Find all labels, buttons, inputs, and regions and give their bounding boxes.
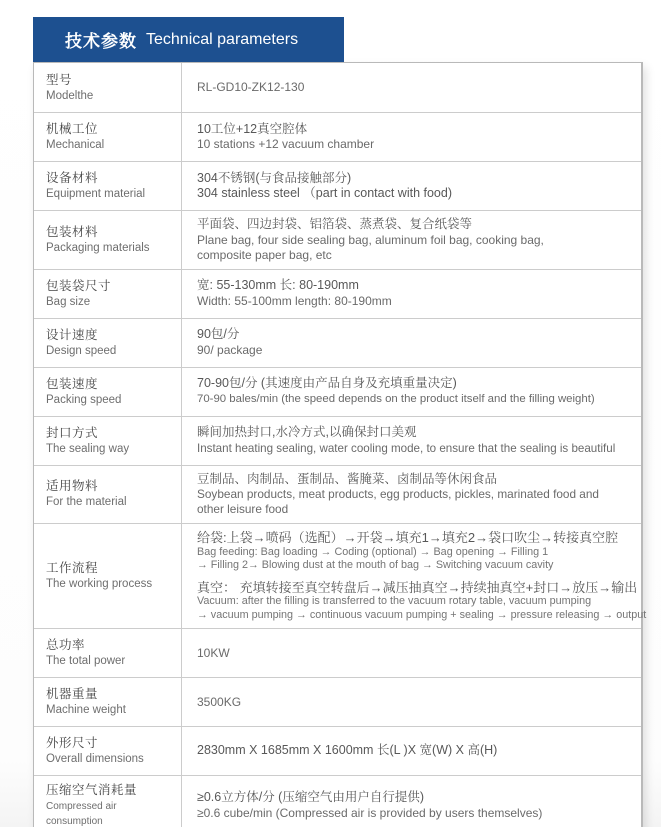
row-value [182, 629, 641, 677]
row-label-en: The sealing way [46, 442, 130, 455]
table-row [34, 416, 641, 465]
row-label [34, 524, 182, 628]
row-label-zh: 总功率 [46, 638, 86, 652]
value-line: 瞬间加热封口,水冷方式,以确保封口美观 [197, 425, 417, 440]
row-label [34, 162, 182, 210]
row-value [182, 113, 641, 161]
row-label-en: Machine weight [46, 704, 126, 716]
row-label [34, 466, 182, 524]
table-row [34, 112, 641, 161]
value-line: Width: 55-100mm length: 80-190mm [197, 293, 392, 308]
value-line: Soybean products, meat products, egg products, pickles, marinated food and [197, 487, 599, 501]
value-line: composite paper bag, etc [197, 247, 332, 262]
banner-title-en: Technical parameters [146, 30, 299, 48]
row-label-zh: 包装速度 [46, 376, 99, 391]
row-value [182, 162, 641, 210]
row-label-en: Design speed [46, 344, 117, 357]
row-label [34, 417, 182, 465]
table-row [34, 269, 641, 318]
row-label-en: The working process [46, 578, 153, 590]
row-label [34, 319, 182, 367]
row-label [34, 211, 182, 269]
value-line: → vacuum pumping → continuous vacuum pumping + sealing → pressure releasing → output [197, 608, 647, 621]
row-value [182, 270, 641, 318]
value-line: other leisure food [197, 502, 289, 516]
row-label [34, 270, 182, 318]
row-label-zh: 包装袋尺寸 [46, 278, 112, 293]
value-line: ≥0.6 cube/min (Compressed air is provided by users themselves) [197, 805, 543, 820]
value-line: Plane bag, four side sealing bag, aluminum foil bag, cooking bag, [197, 232, 544, 247]
table-row [34, 367, 641, 416]
row-label-zh: 型号 [46, 72, 73, 87]
value-line: 真空： 充填转接至真空转盘后→减压抽真空→持续抽真空+封口→放压→输出 [197, 579, 638, 595]
row-label-en: Overall dimensions [46, 753, 144, 765]
row-label-zh: 工作流程 [46, 561, 99, 575]
value-line: → Filling 2→ Blowing dust at the mouth of bag → Switching vacuum cavity [197, 559, 554, 571]
row-label-en: Modelthe [46, 89, 94, 102]
row-label [34, 368, 182, 416]
row-label [34, 63, 182, 112]
value-line: 给袋:上袋→喷码（选配）→开袋→填充1→填充2→袋口吹尘→转接真空腔 [197, 530, 619, 545]
row-label-zh: 封口方式 [46, 425, 99, 440]
row-label-en: For the material [46, 496, 127, 509]
parameters-table [33, 62, 647, 827]
table-row [34, 63, 641, 112]
row-label-en: Bag size [46, 295, 91, 308]
table-row [34, 210, 641, 269]
row-label-zh: 机器重量 [46, 687, 99, 701]
value-line: RL-GD10-ZK12-130 [197, 80, 305, 94]
row-value [182, 63, 641, 112]
row-value [182, 319, 641, 367]
value-line: 宽: 55-130mm 长: 80-190mm [197, 278, 359, 293]
value-line: 304 stainless steel （part in contact with food) [197, 186, 452, 200]
row-label-zh: 外形尺寸 [46, 736, 99, 750]
table-row [34, 726, 641, 775]
row-label-zh: 设计速度 [46, 327, 99, 342]
value-line: 10工位+12真空腔体 [197, 121, 308, 136]
table-row [34, 465, 641, 524]
row-value [182, 524, 658, 628]
row-label-en: Packing speed [46, 393, 122, 406]
value-line: 90包/分 [197, 327, 240, 342]
row-label [34, 113, 182, 161]
value-line: ≥0.6立方体/分 (压缩空气由用户自行提供) [197, 790, 425, 805]
row-value [182, 466, 641, 524]
table-row [34, 677, 641, 726]
row-label-en: Compressed air consumption [46, 801, 117, 827]
row-label-zh: 适用物料 [46, 479, 99, 494]
row-value [182, 727, 641, 775]
row-label [34, 629, 182, 677]
row-label-zh: 压缩空气消耗量 [46, 783, 138, 797]
row-label-en: Mechanical [46, 139, 105, 151]
value-line: 304不锈钢(与食品接触部分) [197, 170, 352, 185]
row-label-en: The total power [46, 655, 126, 667]
row-value [182, 417, 641, 465]
table-row [34, 523, 647, 628]
value-line: Instant heating sealing, water cooling mode, to ensure that the sealing is beautiful [197, 441, 616, 455]
value-line: Vacuum: after the filling is transferred to the vacuum rotary table, vacuum pumping [197, 595, 592, 607]
row-label-zh: 机械工位 [46, 122, 99, 136]
row-label-en: Packaging materials [46, 241, 150, 254]
table-row [34, 318, 641, 367]
table-row [34, 628, 641, 677]
value-line: 2830mm X 1685mm X 1600mm 长(L )X 宽(W) X 高(H) [197, 743, 498, 758]
row-label-zh: 设备材料 [46, 171, 99, 185]
value-line: Bag feeding: Bag loading → Coding (optional) → Bag opening → Filling 1 [197, 545, 549, 558]
banner-title-zh: 技术参数 [65, 32, 137, 51]
row-value [182, 678, 641, 726]
row-label [34, 678, 182, 726]
row-label-en: Equipment material [46, 188, 146, 200]
row-label-zh: 包装材料 [46, 224, 99, 239]
value-line: 70-90 bales/min (the speed depends on the product itself and the filling weight) [197, 392, 595, 405]
value-line: 3500KG [197, 694, 242, 709]
value-line: 平面袋、四边封袋、铝箔袋、蒸煮袋、复合纸袋等 [197, 217, 473, 231]
row-label [34, 776, 182, 827]
value-line: 10KW [197, 645, 230, 660]
row-value [182, 776, 641, 827]
table-row [34, 161, 641, 210]
value-line: 10 stations +12 vacuum chamber [197, 137, 375, 152]
row-label [34, 727, 182, 775]
section-banner [33, 17, 344, 62]
table-row [34, 775, 641, 827]
row-value [182, 211, 641, 269]
value-line: 豆制品、肉制品、蛋制品、酱腌菜、卤制品等休闲食品 [197, 471, 498, 486]
value-line: 70-90包/分 (其速度由产品自身及充填重量决定) [197, 376, 457, 391]
value-line: 90/ package [197, 342, 263, 357]
row-value [182, 368, 641, 416]
